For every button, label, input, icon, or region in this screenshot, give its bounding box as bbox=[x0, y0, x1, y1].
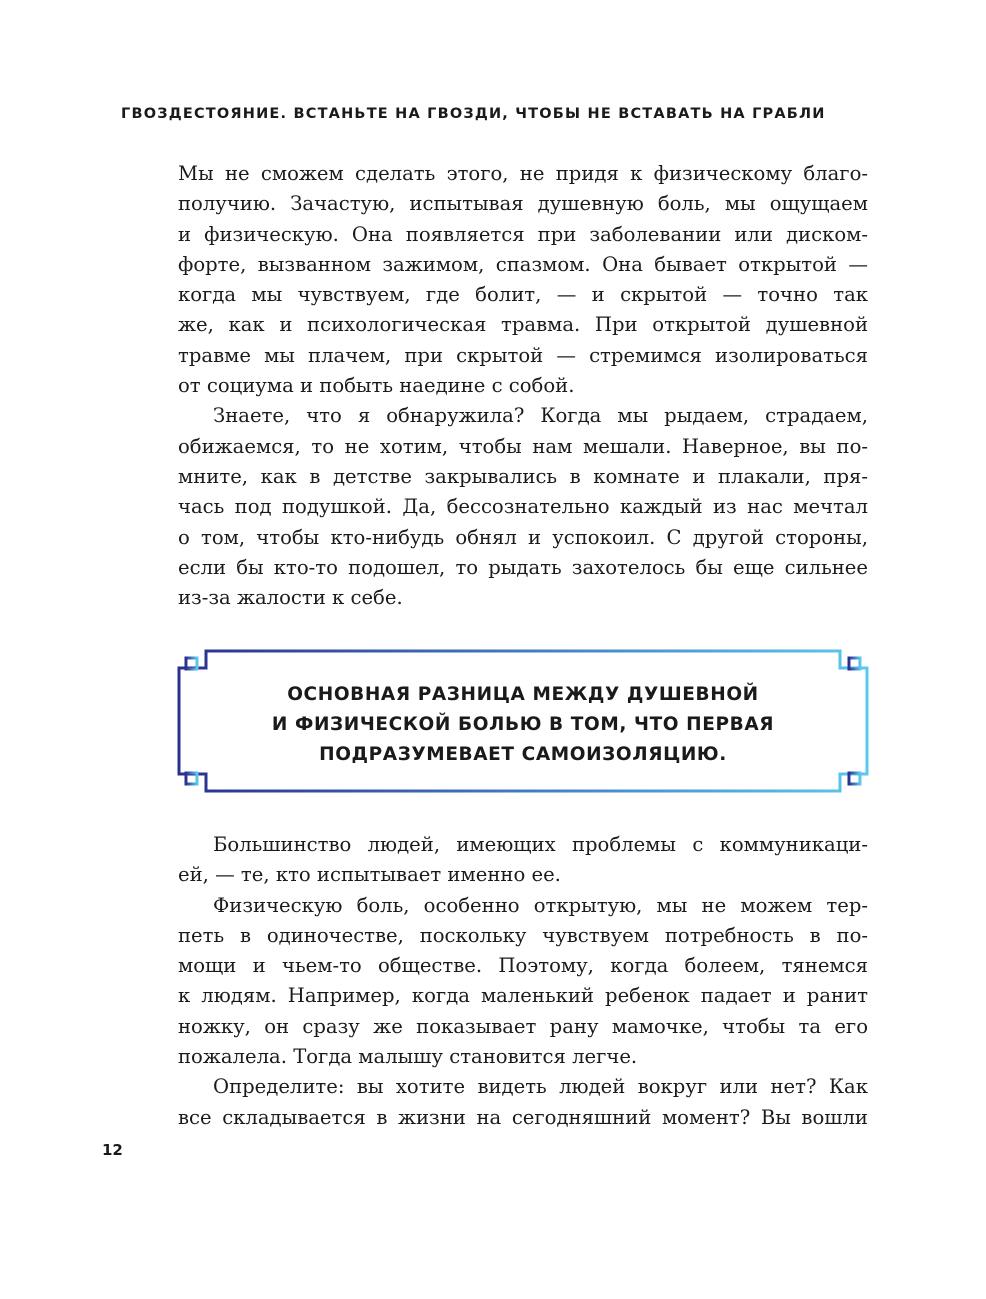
text-line: чась под подушкой. Да, бессознательно каждый из нас мечтал bbox=[178, 495, 868, 519]
text-line: о том, чтобы кто-нибудь обнял и успокоил. С другой стороны, bbox=[178, 525, 868, 549]
text-line: получию. Зачастую, испытывая душевную боль, мы ощущаем bbox=[178, 192, 868, 216]
callout-line: ОСНОВНАЯ РАЗНИЦА МЕЖДУ ДУШЕВНОЙ bbox=[287, 684, 759, 705]
text-line: пожалела. Тогда малышу становится легче. bbox=[178, 1045, 638, 1069]
text-line: Физическую боль, особенно открытую, мы не можем тер- bbox=[213, 893, 868, 917]
text-line: если бы кто-то подошел, то рыдать захотелось бы еще сильнее bbox=[178, 555, 868, 579]
paragraph bbox=[178, 401, 868, 613]
text-line: Определите: вы хотите видеть людей вокруг или нет? Как bbox=[213, 1075, 868, 1099]
text-line: Мы не сможем сделать этого, не придя к физическому благо- bbox=[178, 162, 868, 185]
text-line: из-за жалости к себе. bbox=[178, 586, 403, 610]
text-line: мощи и чьем-то обществе. Поэтому, когда болеем, тянемся bbox=[178, 954, 868, 978]
paragraph bbox=[178, 1072, 868, 1133]
text-line: когда мы чувствуем, где болит, — и скрытой — точно так bbox=[178, 283, 868, 307]
text-line: от социума и побыть наедине с собой. bbox=[178, 374, 575, 398]
text-line: Знаете, что я обнаружила? Когда мы рыдаем, страдаем, bbox=[213, 404, 868, 428]
text-line: Большинство людей, имеющих проблемы с коммуникаци- bbox=[213, 833, 868, 856]
text-line: мните, как в детстве закрывались в комнате и плакали, пря- bbox=[178, 464, 868, 488]
text-line: петь в одиночестве, поскольку чувствуем потребность в по- bbox=[178, 923, 868, 947]
text-line: обижаемся, то не хотим, чтобы нам мешали. Наверное, вы по- bbox=[178, 434, 868, 458]
running-header: ГВОЗДЕСТОЯНИЕ. ВСТАНЬТЕ НА ГВОЗДИ, ЧТОБЫ НЕ ВСТАВАТЬ НА ГРАБЛИ bbox=[121, 106, 826, 122]
body-text-bottom bbox=[178, 830, 868, 1133]
text-line: ей, — те, кто испытывает именно ее. bbox=[178, 863, 561, 887]
text-line: форте, вызванном зажимом, спазмом. Она бывает открытой — bbox=[178, 252, 868, 276]
callout-line: ПОДРАЗУМЕВАЕТ САМОИЗОЛЯЦИЮ. bbox=[319, 744, 727, 765]
text-line: же, как и психологическая травма. При открытой душевной bbox=[178, 313, 868, 337]
text-line: ножку, он сразу же показывает рану мамочке, чтобы та его bbox=[178, 1014, 868, 1038]
text-line: травме мы плачем, при скрытой — стремимся изолироваться bbox=[178, 343, 868, 367]
text-line: и физическую. Она появляется при заболевании или диском- bbox=[178, 222, 868, 246]
callout-box bbox=[176, 648, 870, 794]
paragraph bbox=[178, 891, 868, 1073]
text-line: все складывается в жизни на сегодняшний момент? Вы вошли bbox=[178, 1105, 868, 1129]
callout-line: И ФИЗИЧЕСКОЙ БОЛЬЮ В ТОМ, ЧТО ПЕРВАЯ bbox=[271, 714, 775, 735]
body-text-top bbox=[178, 159, 868, 613]
paragraph bbox=[178, 159, 868, 401]
page-number: 12 bbox=[102, 1141, 123, 1159]
text-line: к людям. Например, когда маленький ребенок падает и ранит bbox=[178, 984, 868, 1008]
paragraph bbox=[178, 830, 868, 891]
callout-quote bbox=[216, 680, 830, 770]
